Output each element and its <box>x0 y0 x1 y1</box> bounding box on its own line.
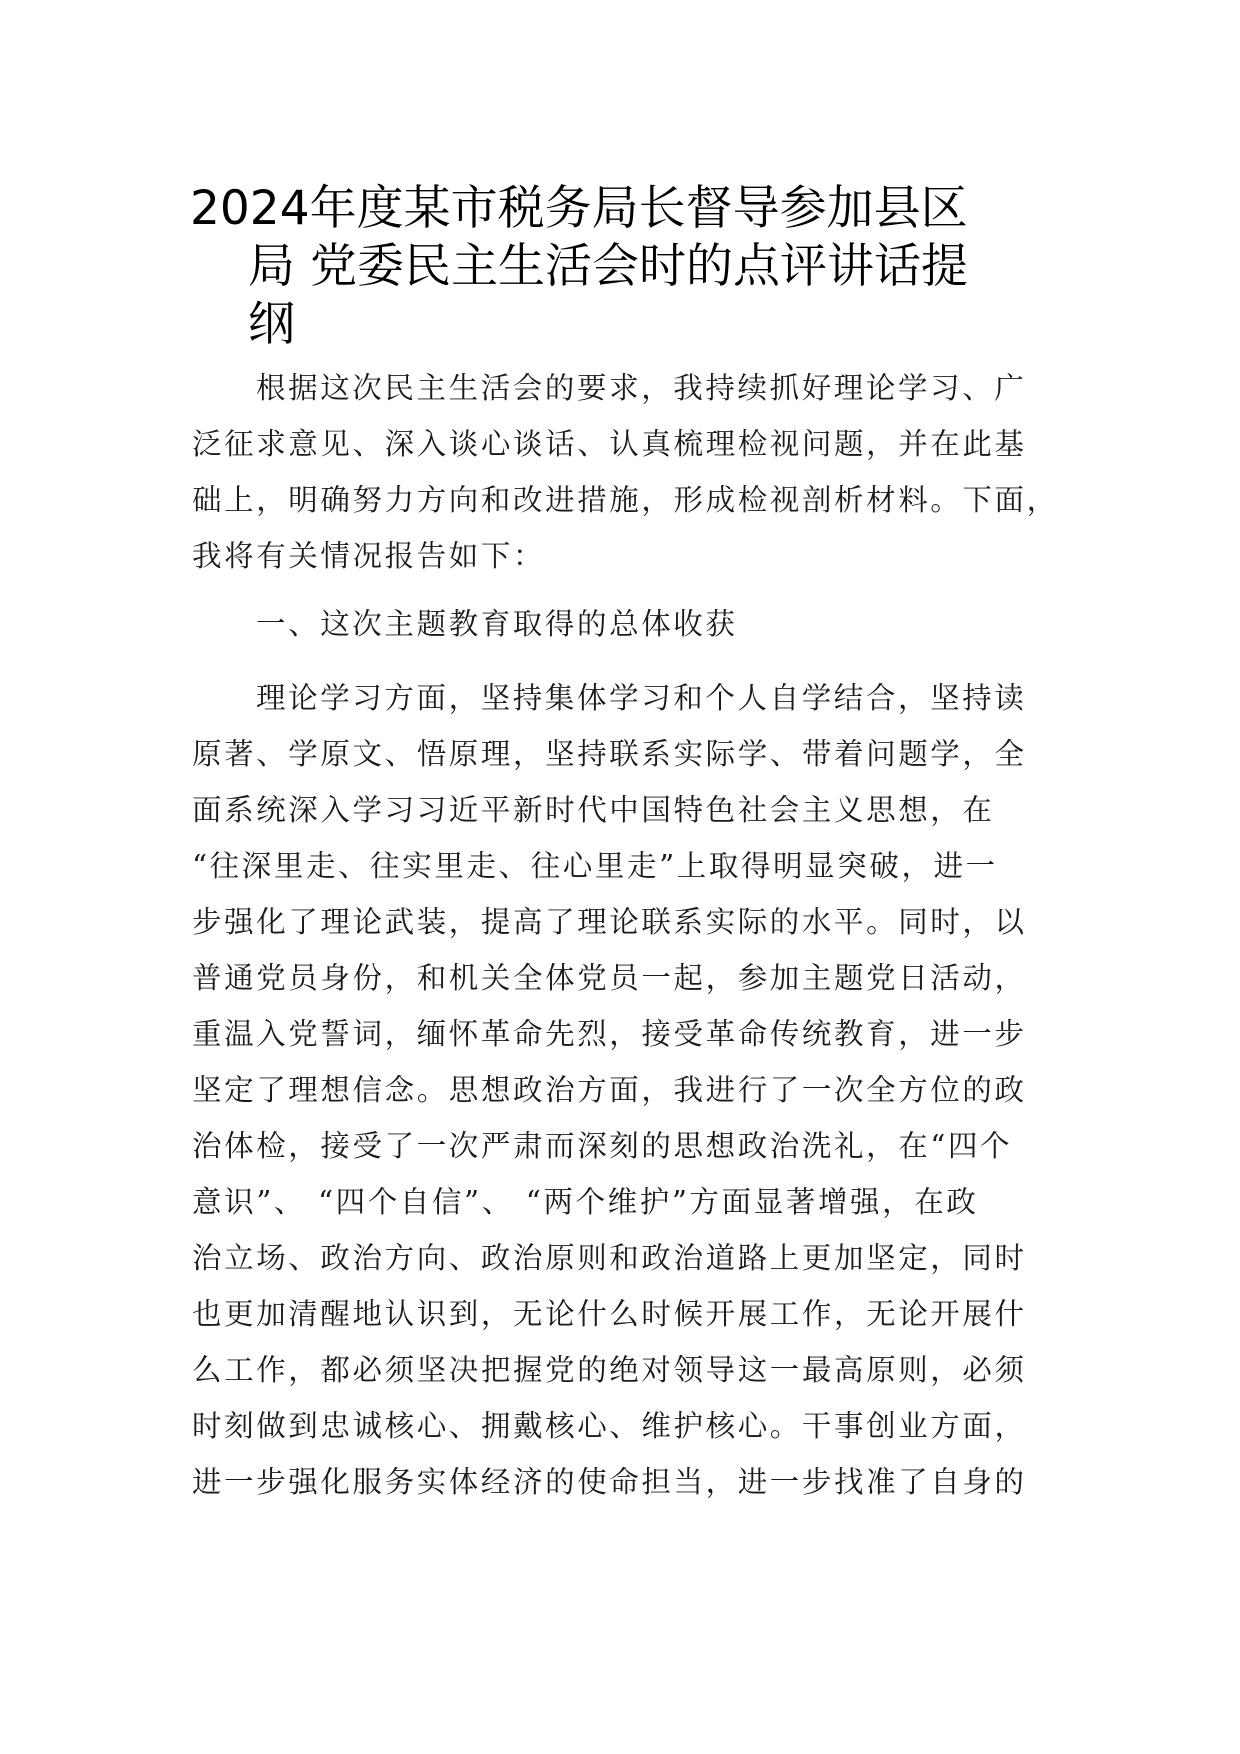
text-line: 进一步强化服务实体经济的使命担当，进一步找准了自身的 <box>192 1465 1027 1499</box>
title-line: 局 党委民主生活会时的点评讲话提 <box>248 239 968 294</box>
text-line: 理论学习方面，坚持集体学习和个人自学结合，坚持读 <box>256 681 1027 715</box>
text-line: 泛征求意见、深入谈心谈话、认真梳理检视问题，并在此基 <box>192 427 1027 461</box>
document-title <box>190 180 1050 354</box>
text-line: 治立场、政治方向、政治原则和政治道路上更加坚定，同时 <box>192 1241 1027 1275</box>
body-paragraph <box>192 670 1062 1510</box>
text-line: 坚定了理想信念。思想政治方面，我进行了一次全方位的政 <box>192 1073 1027 1107</box>
text-line: 治体检，接受了一次严肃而深刻的思想政治洗礼，在“四个 <box>192 1129 1013 1163</box>
heading-text: 一、这次主题教育取得的总体收获 <box>256 607 738 641</box>
text-line: 步强化了理论武装，提高了理论联系实际的水平。同时，以 <box>192 905 1027 939</box>
text-line: “往深里走、往实里走、往心里走”上取得明显突破，进一 <box>192 849 998 883</box>
document-body <box>192 360 1062 1522</box>
text-line: 么工作，都必须坚决把握党的绝对领导这一最高原则，必须 <box>192 1353 1027 1387</box>
text-line: 根据这次民主生活会的要求，我持续抓好理论学习、广 <box>256 371 1027 405</box>
text-line: 意识”、 “四个自信”、 “两个维护”方面显著增强，在政 <box>192 1185 979 1219</box>
intro-paragraph <box>192 360 1062 584</box>
text-line: 础上，明确努力方向和改进措施，形成检视剖析材料。下面， <box>192 483 1059 517</box>
text-line: 重温入党誓词，缅怀革命先烈，接受革命传统教育，进一步 <box>192 1017 1027 1051</box>
text-line: 普通党员身份，和机关全体党员一起，参加主题党日活动， <box>192 961 1027 995</box>
text-line: 面系统深入学习习近平新时代中国特色社会主义思想，在 <box>192 793 995 827</box>
text-line: 原著、学原文、悟原理，坚持联系实际学、带着问题学，全 <box>192 737 1027 771</box>
title-line: 纲 <box>248 297 295 352</box>
text-line: 也更加清醒地认识到，无论什么时候开展工作，无论开展什 <box>192 1297 1027 1331</box>
section-heading <box>192 596 1062 652</box>
text-line: 我将有关情况报告如下： <box>192 539 546 573</box>
title-line: 2024年度某市税务局长督导参加县区 <box>190 181 968 236</box>
text-line: 时刻做到忠诚核心、拥戴核心、维护核心。干事创业方面， <box>192 1409 1027 1443</box>
